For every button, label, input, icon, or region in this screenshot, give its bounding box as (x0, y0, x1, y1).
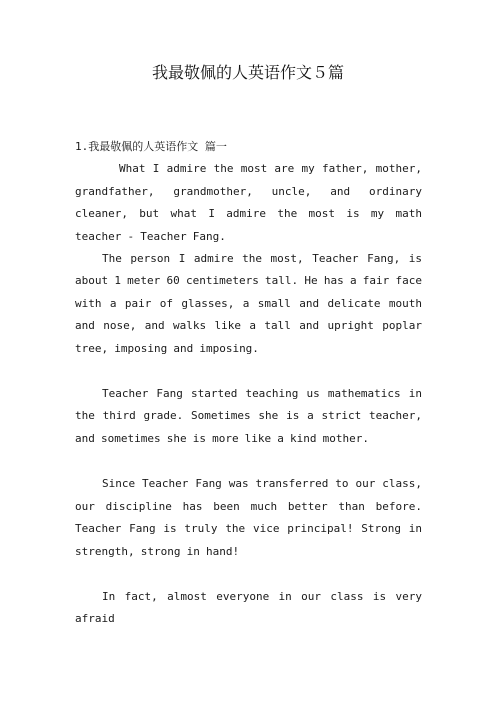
document-body (75, 136, 422, 631)
paragraph-2: The person I admire the most, Teacher Fang, is about 1 meter 60 centimeters tall. He has a fair face with a pair of glasses, a small and delicate mouth and nose, and walks like a tall and upright poplar tree, imposing and imposing. (75, 252, 422, 355)
paragraph-1: What I admire the most are my father, mother, grandfather, grandmother, uncle, and ordinary cleaner, but what I admire the most is my math teacher - Teacher Fang. (75, 162, 422, 243)
paragraph-5: In fact, almost everyone in our class is very afraid (75, 589, 422, 626)
paragraph-3: Teacher Fang started teaching us mathematics in the third grade. Sometimes she is a strict teacher, and sometimes she is more like a kind mother. (75, 387, 422, 445)
paragraph-4: Since Teacher Fang was transferred to our class, our discipline has been much better than before. Teacher Fang is truly the vice principal! Strong in strength, strong in hand! (75, 477, 422, 558)
section-heading: 1.我最敬佩的人英语作文 篇一 (75, 140, 227, 153)
document-title: 我最敬佩的人英语作文５篇 (151, 63, 344, 82)
